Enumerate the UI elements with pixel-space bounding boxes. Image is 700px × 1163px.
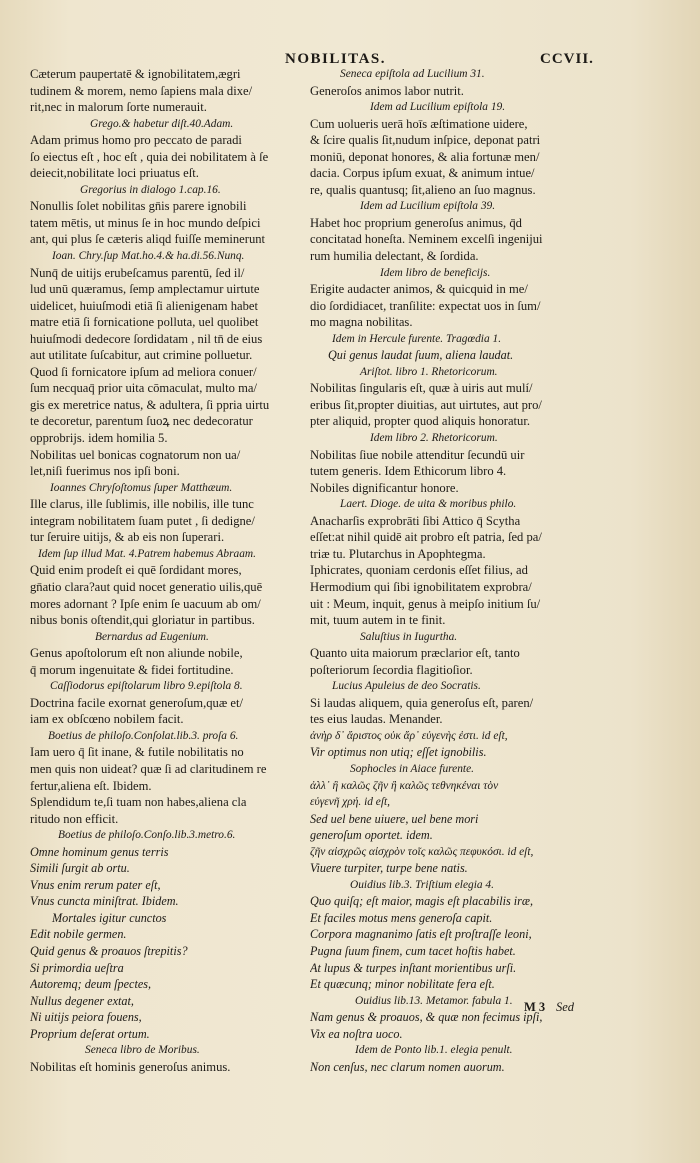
text-line: Doctrina facile exornat generoſum,quæ et/ [30,695,243,710]
text-line: Habet hoc proprium generoſus animus, q̄d [310,215,522,230]
text-line: Quod ſi fornicatore ipſum ad meliora conuer/ [30,364,257,379]
text-line: tudinem & morem, nemo ſapiens mala dixe/ [30,83,253,98]
citation-line: ἀλλ᾽ ἢ καλῶς ζῆν ἢ καλῶς τεθνηκέναι τὸν [310,779,499,792]
text-line: re, qualis quantusq; ſit,alieno an ſuo magnus. [310,182,536,197]
citation-line: Idem libro de beneficijs. [380,266,491,279]
citation-line: ἀνὴρ δ᾽ ἄριστος οὐκ ἄρ᾽ εὐγενὴς ἐστι. id eſt, [310,729,508,742]
text-line: tatem mētis, ut minus ſe in hoc mundo deſpici [30,215,261,230]
text-line: Quid enim prodeſt ei quē ſordidant mores, [30,563,242,578]
text-line: poſteriorum ſecordia flagitioſior. [310,662,473,677]
citation-line: εὐγενῆ χρή. id eſt, [310,796,391,809]
verse-line: Vnus cuncta miniſtrat. Ibidem. [30,894,179,909]
running-title: NOBILITAS. [285,51,387,67]
text-line: Nonullis ſolet nobilitas gn̄is parere ignobili [30,199,247,214]
text-line: tutem generis. Idem Ethicorum libro 4. [310,464,507,479]
text-line: uidelicet, huiuſmodi etiā ſi alienigenam habet [30,298,259,313]
text-line: deiecit,nobilitate loci priuatus eſt. [30,166,199,181]
text-line: Ille clarus, ille ſublimis, ille nobilis, ille tunc [30,497,254,512]
text-line: matre etiā ſi fornicatione polluta, uel quolibet [30,315,259,330]
text-line: iam ex obſcœno nobilem facit. [30,712,184,727]
text-line: lud unū quæramus, ſemp amplectamur uirtute [30,282,260,297]
text-line: Adam primus homo pro peccato de paradi [30,133,242,148]
folio-number: CCVII. [540,51,594,67]
text-line: fertur,aliena eſt. Ibidem. [30,778,152,793]
text-line: ſo eiectus eſt , hoc eſt , quia dei nobilitatem à ſe [30,149,269,164]
citation-line: Idem de Ponto lib.1. elegia penult. [355,1044,513,1057]
text-line: tur ſeruire uitijs, & ab eis non ſuperari. [30,530,225,545]
text-line: ritudo non efficit. [30,811,119,826]
text-line: integram nobilitatem ſuam putet , ſi dedigne/ [30,513,255,528]
text-line: dio ſordidiacet, tranſilite: expectat uos in ſum/ [310,298,541,313]
citation-line: Ouidius lib.13. Metamor. fabula 1. [355,994,513,1007]
verse-line: Viuere turpiter, turpe bene natis. [310,861,468,876]
text-line: opprobrijs. idem homilia 5. [30,431,168,446]
citation-line: Seneca epiſtola ad Lucilium 31. [340,68,485,80]
text-line: & ſcire qualis ſit,nudum inſpice, deponat patri [310,133,541,148]
citation-line: Idem ſup illud Mat. 4.Patrem habemus Abraam. [38,547,256,560]
verse-line: Autoremq; deum ſpectes, [30,977,152,992]
verse-line: Vnus enim rerum pater eſt, [30,877,161,892]
text-line: rit,nec in malorum ſorte numerauit. [30,100,207,115]
text-line: Nobilitas uel bonicas cognatorum non ua/ [30,447,241,462]
text-line: mit, tuum autem in te finit. [310,613,446,628]
verse-line: Et faciles motus mens generoſa capit. [310,910,493,925]
verse-line: Nullus degener extat, [30,993,134,1008]
catchword: Sed [556,1000,575,1014]
citation-line: Caſſiodorus epiſtolarum libro 9.epiſtola 8. [50,680,243,693]
text-line: ant, qui plus ſe cæteris aliqd fuiſſe meminerunt [30,232,266,247]
text-line: pter aliquid, propter quod aliquis honoratur. [310,414,530,429]
text-line: triæ tu. Plutarchus in Apophtegma. [310,546,486,561]
verse-line: Vix ea noſtra uoco. [310,1026,403,1041]
verse-line: Proprium deſerat ortum. [30,1026,150,1041]
text-line: te decoretur, parentum ſuoꝝ nec dedecoratur [30,414,253,429]
text-line: Nobiles dignificantur honore. [310,480,459,495]
text-line: Cum uolueris uerā hoīs æſtimatione uidere, [310,116,528,131]
citation-line: Ouidius lib.3. Triſtium elegia 4. [350,878,494,891]
verse-line: Quo quiſq; eſt maior, magis eſt placabilis iræ, [310,894,534,909]
text-line: Cæterum paupertatē & ignobilitatem,ægri [30,67,241,81]
text-line: Nobilitas eſt hominis generoſus animus. [30,1059,231,1074]
text-line: Si laudas aliquem, quia generoſus eſt, paren/ [310,695,534,710]
verse-line: Mortales igitur cunctos [52,910,167,925]
verse-line: Omne hominum genus terris [30,844,169,859]
text-line: nibus bonis oſtendit,qui gloriatur in partibus. [30,613,255,628]
citation-line: Idem ad Lucilium epiſtola 39. [360,200,496,213]
citation-line: Idem ad Lucilium epiſtola 19. [370,101,506,114]
verse-line: At lupus & turpes inſtant morientibus urſi. [310,960,517,975]
citation-line: Grego.& habetur diſt.40.Adam. [90,117,234,130]
text-line: Splendidum te,ſi tuam non habes,aliena cla [30,795,247,810]
citation-line: Ioannes Chryſoſtomus ſuper Matthæum. [50,481,233,494]
text-line: dacia. Corpus ipſum exuat, & animum intue/ [310,166,535,181]
citation-line: Ariſtot. libro 1. Rhetoricorum. [360,365,498,378]
verse-line: Vir optimus non utiq; eſſet ignobilis. [310,745,487,760]
citation-line: Gregorius in dialogo 1.cap.16. [80,183,221,196]
text-line: huiuſmodi dedecore ſordidatam , nil tn̄ de eius [30,331,263,346]
verse-line: Nam genus & proauos, & quæ non fecimus ipſi, [310,1010,543,1025]
text-line: Nunq̄ de uitijs erubeſcamus parentū, ſed il/ [30,265,245,280]
text-line: gis ex meretrice natus, & adultera, ſi ppria uirtu [30,397,270,412]
citation-line: Ioan. Chry.ſup Mat.ho.4.& ha.di.56.Nunq. [52,250,245,263]
text-line: Quanto uita maiorum præclarior eſt, tanto [310,646,520,661]
text-line: eribus ſit,propter diuitias, aut uirtutes, aut pro/ [310,397,542,412]
text-line: moniū, deponat honores, & alia fortunæ men/ [310,149,540,164]
verse-line: Quid genus & proauos ſtrepitis? [30,943,188,958]
verse-line: Non cenſus, nec clarum nomen auorum. [310,1059,505,1074]
citation-line: Laert. Dioge. de uita & moribus philo. [340,498,517,511]
signature-mark: M 3 [524,1000,546,1014]
citation-line: ζῆν αἰσχρῶς αἰσχρὸν τοῖς καλῶς πεφυκόσι. id eſt, [310,845,534,858]
verse-line: Sed uel bene uiuere, uel bene mori [310,811,479,826]
verse-line: Corpora magnanimo ſatis eſt proſtraſſe leoni, [310,927,532,942]
text-line: aut utilitate ſuſcabitur, aut crimine polluetur. [30,348,253,363]
verse-line: Qui genus laudat ſuum, aliena laudat. [328,348,514,363]
verse-line: Pugna ſuum finem, cum tacet hoſtis habet. [310,943,516,958]
citation-line: Idem in Hercule furente. Tragœdia 1. [332,332,502,345]
citation-line: Saluſtius in Iugurtha. [360,630,458,643]
text-line: concitatad honeſta. Neminem excelſi ingenijui [310,232,543,247]
citation-line: Idem libro 2. Rhetoricorum. [370,432,498,445]
text-line: mo magna nobilitas. [310,315,413,330]
text-line: uit : Meum, inquit, genus à meipſo initium ſu/ [310,596,541,611]
text-line: tes eius laudas. Menander. [310,712,443,727]
text-line: ſum necquaq̄ prior uita cōmaculat, multo ma/ [30,381,257,396]
citation-line: Sophocles in Aiace furente. [350,762,475,775]
verse-line: Ni uitijs peiora fouens, [30,1010,142,1025]
verse-line: Edit nobile germen. [30,927,127,942]
citation-line: Boetius de philoſo.Conſo.lib.3.metro.6. [58,829,236,842]
text-line: Nobilitas ſingularis eſt, quæ à uiris aut mulí/ [310,381,533,396]
text-line: Generoſos animos labor nutrit. [310,83,464,98]
citation-line: Seneca libro de Moribus. [85,1044,200,1057]
text-line: Hermodium qui ſibi ignobilitatem exprobra/ [310,579,532,594]
verse-line: Si primordia ueſtra [30,960,124,975]
text-line: Nobilitas ſiue nobile attenditur ſecundū uir [310,447,525,462]
verse-line: generoſum oportet. idem. [310,828,433,843]
right-column [310,66,584,1075]
citation-line: Lucius Apuleius de deo Socratis. [332,680,481,693]
text-line: men quis non uideat? quæ ſi ad claritudinem re [30,761,267,776]
text-line: eſſet:at nihil quidē ait probro eſt patria, ſed pa/ [310,530,542,545]
text-line: Iam uero q̄ ſit inane, & futile nobilitatis no [30,745,244,760]
text-line: let,niſi fuerimus nos ipſi boni. [30,464,180,479]
text-line: Erigite audacter animos, & quicquid in me/ [310,282,528,297]
text-line: q̄ morum ingenuitate & fidei fortitudine. [30,662,234,677]
text-line: Genus apoſtolorum eſt non aliunde nobile, [30,646,243,661]
text-line: Anacharſis exprobrāti ſibi Attico q̄ Scytha [310,513,521,528]
text-line: rum humilia delectant, & ſordida. [310,249,479,264]
citation-line: Boetius de philoſo.Conſolat.lib.3. proſa 6. [48,729,239,742]
verse-line: Simili ſurgit ab ortu. [30,861,130,876]
citation-line: Bernardus ad Eugenium. [95,630,209,643]
verse-line: Et quæcunq; minor nobilitate fera eſt. [310,977,495,992]
text-line: gn̄atio clara?aut quid nocet generatio uilis,quē [30,579,263,594]
text-line: mores adornant ? Ipſe enim ſe uacuum ab om/ [30,596,261,611]
text-line: Iphicrates, quoniam cerdonis eſſet filius, ad [310,563,528,578]
left-column [30,66,302,1075]
